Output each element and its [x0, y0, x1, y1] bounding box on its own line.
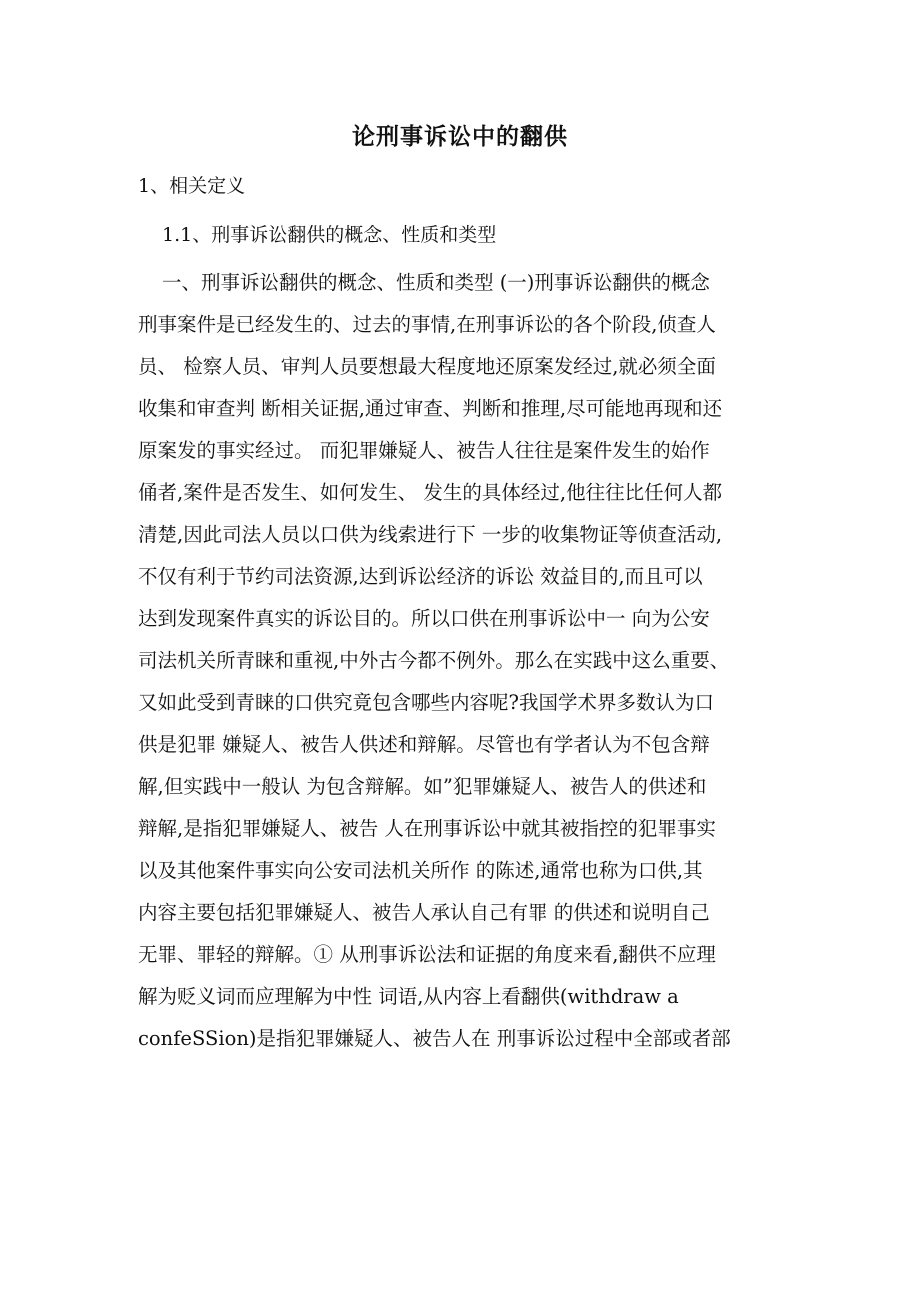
paragraph-line: 无罪、罪轻的辩解。① 从刑事诉讼法和证据的角度来看,翻供不应理: [138, 943, 716, 966]
paragraph-line: 清楚,因此司法人员以口供为线索进行下 一步的收集物证等侦查活动,: [138, 523, 723, 546]
paragraph-line: confeSSion)是指犯罪嫌疑人、被告人在 刑事诉讼过程中全部或者部: [138, 1027, 731, 1050]
subsection-heading: 1.1、刑事诉讼翻供的概念、性质和类型: [162, 224, 497, 246]
paragraph-line: 司法机关所青睐和重视,中外古今都不例外。那么在实践中这么重要、: [138, 649, 730, 672]
paragraph-line: 达到发现案件真实的诉讼目的。所以口供在刑事诉讼中一 向为公安: [138, 607, 710, 630]
document-title: 论刑事诉讼中的翻供: [352, 123, 568, 150]
paragraph-line: 辩解,是指犯罪嫌疑人、被告 人在刑事诉讼中就其被指控的犯罪事实: [138, 817, 716, 840]
paragraph-line: 以及其他案件事实向公安司法机关所作 的陈述,通常也称为口供,其: [138, 859, 703, 882]
paragraph-line: 刑事案件是已经发生的、过去的事情,在刑事诉讼的各个阶段,侦查人: [138, 313, 716, 336]
paragraph-line: 供是犯罪 嫌疑人、被告人供述和辩解。尽管也有学者认为不包含辩: [138, 733, 710, 756]
paragraph-line: 收集和审查判 断相关证据,通过审查、判断和推理,尽可能地再现和还: [138, 397, 723, 420]
paragraph-line: 解,但实践中一般认 为包含辩解。如”犯罪嫌疑人、被告人的供述和: [138, 775, 707, 798]
section-heading: 1、相关定义: [138, 175, 246, 197]
body-paragraph: [138, 262, 784, 1060]
paragraph-line: 一、刑事诉讼翻供的概念、性质和类型 (一)刑事诉讼翻供的概念: [162, 271, 710, 294]
paragraph-line: 不仅有利于节约司法资源,达到诉讼经济的诉讼 效益目的,而且可以: [138, 565, 703, 588]
paragraph-line: 内容主要包括犯罪嫌疑人、被告人承认自己有罪 的供述和说明自己: [138, 901, 710, 924]
paragraph-line: 解为贬义词而应理解为中性 词语,从内容上看翻供(withdraw a: [138, 985, 679, 1008]
paragraph-line: 又如此受到青睐的口供究竟包含哪些内容呢?我国学术界多数认为口: [138, 691, 714, 714]
paragraph-line: 员、 检察人员、审判人员要想最大程度地还原案发经过,就必须全面: [138, 355, 716, 378]
paragraph-line: 原案发的事实经过。 而犯罪嫌疑人、被告人往往是案件发生的始作: [138, 439, 710, 462]
paragraph-line: 俑者,案件是否发生、如何发生、 发生的具体经过,他往往比任何人都: [138, 481, 723, 504]
